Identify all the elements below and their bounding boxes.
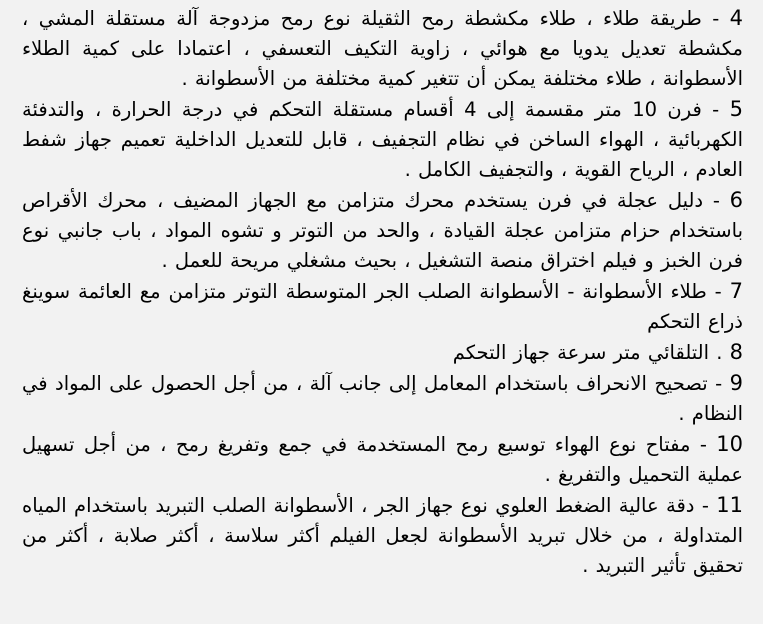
item-text: - دليل عجلة في فرن يستخدم محرك متزامن مع الجهاز المضيف ، محرك الأقراص باستخدام حزام متزامن عجلة القيادة ، والحد من التوتر و تشوه المواد ، باب جانبي نوع فرن الخبز و فيلم اختراق منصة التشغيل ، بحيث مشغلي مريحة للعمل . bbox=[22, 189, 743, 272]
item-text: - طريقة طلاء ، طلاء مكشطة رمح الثقيلة نوع رمح مزدوجة آلة مستقلة المشي ، مكشطة تعديل يدويا مع هوائي ، زاوية التكيف التعسفي ، اعتمادا على كمية الطلاء الأسطوانة ، طلاء مختلفة يمكن أن تتغير كمية مختلفة من الأسطوانة . bbox=[22, 7, 743, 90]
item-number: 10 bbox=[716, 432, 743, 456]
list-item-8 bbox=[22, 337, 743, 368]
item-text: - مفتاح نوع الهواء توسيع رمح المستخدمة في جمع وتفريغ رمح ، من أجل تسهيل عملية التحميل والتفريغ . bbox=[22, 433, 743, 486]
item-number: 7 bbox=[729, 279, 743, 303]
item-text: - طلاء الأسطوانة - الأسطوانة الصلب الجر المتوسطة التوتر متزامن مع العائمة سوينغ ذراع التحكم bbox=[22, 280, 743, 333]
item-text: . التلقائي متر سرعة جهاز التحكم bbox=[452, 341, 723, 364]
item-number: 5 bbox=[729, 97, 743, 121]
list-item-11 bbox=[22, 490, 743, 581]
item-text: - تصحيح الانحراف باستخدام المعامل إلى جانب آلة ، من أجل الحصول على المواد في النظام . bbox=[22, 372, 743, 425]
list-item-9 bbox=[22, 368, 743, 429]
list-item-10 bbox=[22, 429, 743, 490]
item-text: - دقة عالية الضغط العلوي نوع جهاز الجر ، الأسطوانة الصلب التبريد باستخدام المياه المتداولة ، من خلال تبريد الأسطوانة لجعل الفيلم أكثر سلاسة ، أكثر صلابة ، أكثر من تحقيق تأثير التبريد . bbox=[22, 494, 743, 577]
list-item-5 bbox=[22, 94, 743, 185]
item-text: - فرن 10 متر مقسمة إلى 4 أقسام مستقلة التحكم في درجة الحرارة ، والتدفئة الكهربائية ، الهواء الساخن في نظام التجفيف ، قابل للتعديل الداخلية تعميم جهاز شفط العادم ، الرياح القوية ، والتجفيف الكامل . bbox=[22, 98, 743, 181]
item-number: 8 bbox=[729, 340, 743, 364]
list-item-6 bbox=[22, 185, 743, 276]
list-item-7 bbox=[22, 276, 743, 337]
item-number: 11 bbox=[716, 493, 743, 517]
item-number: 6 bbox=[729, 188, 743, 212]
item-number: 4 bbox=[729, 6, 744, 30]
item-number: 9 bbox=[729, 371, 743, 395]
list-item-4 bbox=[22, 3, 743, 94]
